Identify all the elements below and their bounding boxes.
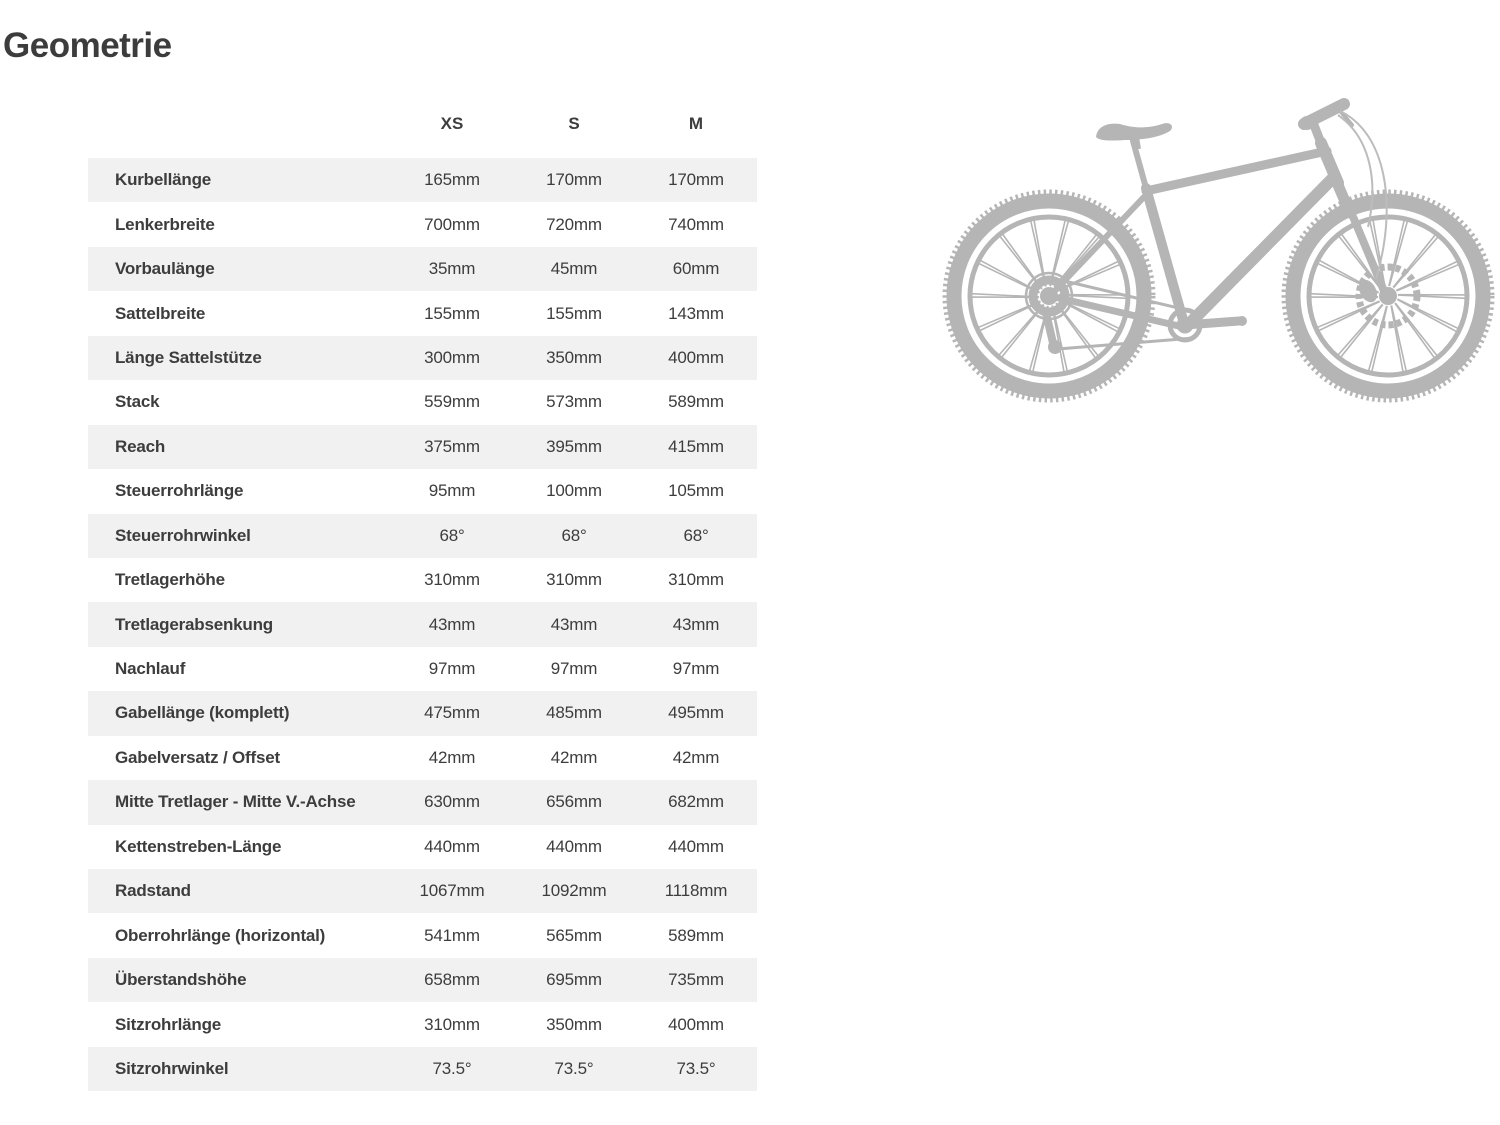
table-row	[88, 736, 757, 780]
bike-illustration-svg	[940, 85, 1500, 455]
row-value: 68°	[683, 525, 709, 545]
row-label: Reach	[115, 436, 166, 456]
row-label: Überstandshöhe	[115, 970, 247, 990]
row-value: 68°	[439, 525, 465, 545]
row-value: 589mm	[668, 925, 724, 945]
row-value: 440mm	[668, 836, 724, 856]
table-row	[88, 558, 757, 602]
table-row	[88, 869, 757, 913]
row-value: 495mm	[668, 703, 724, 723]
row-value: 97mm	[550, 659, 598, 679]
table-row	[88, 291, 757, 335]
row-value: 565mm	[546, 925, 602, 945]
front-wheel-icon	[1284, 192, 1492, 400]
row-value: 475mm	[424, 703, 480, 723]
table-row	[88, 780, 757, 824]
table-row	[88, 1002, 757, 1046]
row-value: 155mm	[546, 303, 602, 323]
row-value: 42mm	[672, 747, 720, 767]
row-value: 350mm	[546, 1014, 602, 1034]
row-label: Oberrohrlänge (horizontal)	[115, 925, 326, 945]
row-value: 695mm	[546, 970, 602, 990]
table-row	[88, 202, 757, 246]
table-row	[88, 1047, 757, 1091]
row-label: Radstand	[115, 881, 191, 901]
row-label: Stack	[115, 392, 160, 412]
row-label: Steuerrohrwinkel	[115, 525, 251, 545]
row-value: 68°	[561, 525, 587, 545]
table-row	[88, 336, 757, 380]
row-value: 170mm	[546, 170, 602, 190]
page-title: Geometrie	[3, 26, 172, 65]
table-row	[88, 425, 757, 469]
bike-silhouette-image	[940, 85, 1500, 455]
table-header-row	[88, 104, 757, 144]
row-value: 60mm	[672, 259, 720, 279]
row-value: 375mm	[424, 436, 480, 456]
row-value: 589mm	[668, 392, 724, 412]
row-value: 400mm	[668, 1014, 724, 1034]
row-value: 300mm	[424, 347, 480, 367]
row-value: 350mm	[546, 347, 602, 367]
table-row	[88, 913, 757, 957]
row-value: 720mm	[546, 214, 602, 234]
row-label: Mitte Tretlager - Mitte V.-Achse	[115, 792, 356, 812]
row-value: 45mm	[550, 259, 598, 279]
row-label: Sitzrohrwinkel	[115, 1058, 229, 1078]
row-value: 440mm	[424, 836, 480, 856]
row-label: Vorbaulänge	[115, 259, 215, 279]
row-value: 630mm	[424, 792, 480, 812]
table-row	[88, 469, 757, 513]
row-label: Sattelbreite	[115, 303, 206, 323]
row-value: 559mm	[424, 392, 480, 412]
table-row	[88, 647, 757, 691]
row-value: 682mm	[668, 792, 724, 812]
row-value: 42mm	[428, 747, 476, 767]
row-value: 310mm	[424, 570, 480, 590]
row-value: 1067mm	[419, 881, 485, 901]
row-value: 95mm	[428, 481, 476, 501]
table-row	[88, 691, 757, 735]
row-value: 155mm	[424, 303, 480, 323]
row-value: 735mm	[668, 970, 724, 990]
row-label: Steuerrohrlänge	[115, 481, 244, 501]
row-value: 35mm	[428, 259, 476, 279]
row-value: 143mm	[668, 303, 724, 323]
row-value: 43mm	[672, 614, 720, 634]
row-value: 400mm	[668, 347, 724, 367]
row-value: 310mm	[668, 570, 724, 590]
row-label: Lenkerbreite	[115, 214, 215, 234]
row-value: 73.5°	[554, 1058, 594, 1078]
table-row	[88, 958, 757, 1002]
row-value: 1092mm	[541, 881, 607, 901]
row-value: 658mm	[424, 970, 480, 990]
table-body	[88, 158, 757, 1091]
table-row	[88, 602, 757, 646]
col-header-xs: XS	[440, 114, 464, 133]
table-row	[88, 514, 757, 558]
row-label: Gabellänge (komplett)	[115, 703, 290, 723]
row-value: 100mm	[546, 481, 602, 501]
table-row	[88, 158, 757, 202]
row-value: 97mm	[428, 659, 476, 679]
row-value: 415mm	[668, 436, 724, 456]
row-value: 105mm	[668, 481, 724, 501]
row-value: 541mm	[424, 925, 480, 945]
row-value: 1118mm	[664, 881, 728, 901]
row-label: Tretlagerabsenkung	[115, 614, 273, 634]
table-row	[88, 380, 757, 424]
table-row	[88, 825, 757, 869]
row-value: 42mm	[550, 747, 598, 767]
col-header-m: M	[688, 114, 704, 133]
row-value: 485mm	[546, 703, 602, 723]
row-value: 310mm	[424, 1014, 480, 1034]
row-value: 73.5°	[676, 1058, 716, 1078]
row-value: 170mm	[668, 170, 724, 190]
row-value: 740mm	[668, 214, 724, 234]
row-value: 700mm	[424, 214, 480, 234]
row-value: 165mm	[424, 170, 480, 190]
row-label: Nachlauf	[115, 659, 186, 679]
row-label: Tretlagerhöhe	[115, 570, 225, 590]
table-row	[88, 247, 757, 291]
row-label: Gabelversatz / Offset	[115, 747, 280, 767]
row-label: Länge Sattelstütze	[115, 347, 262, 367]
row-value: 656mm	[546, 792, 602, 812]
row-value: 310mm	[546, 570, 602, 590]
row-label: Sitzrohrlänge	[115, 1014, 222, 1034]
row-value: 573mm	[546, 392, 602, 412]
row-value: 43mm	[428, 614, 476, 634]
row-value: 395mm	[546, 436, 602, 456]
row-value: 97mm	[672, 659, 720, 679]
row-label: Kurbellänge	[115, 170, 212, 190]
col-header-s: S	[568, 114, 580, 133]
geometry-table	[88, 104, 757, 1091]
row-value: 73.5°	[432, 1058, 472, 1078]
row-value: 440mm	[546, 836, 602, 856]
row-label: Kettenstreben-Länge	[115, 836, 282, 856]
handlebar-icon	[1300, 104, 1352, 143]
row-value: 43mm	[550, 614, 598, 634]
